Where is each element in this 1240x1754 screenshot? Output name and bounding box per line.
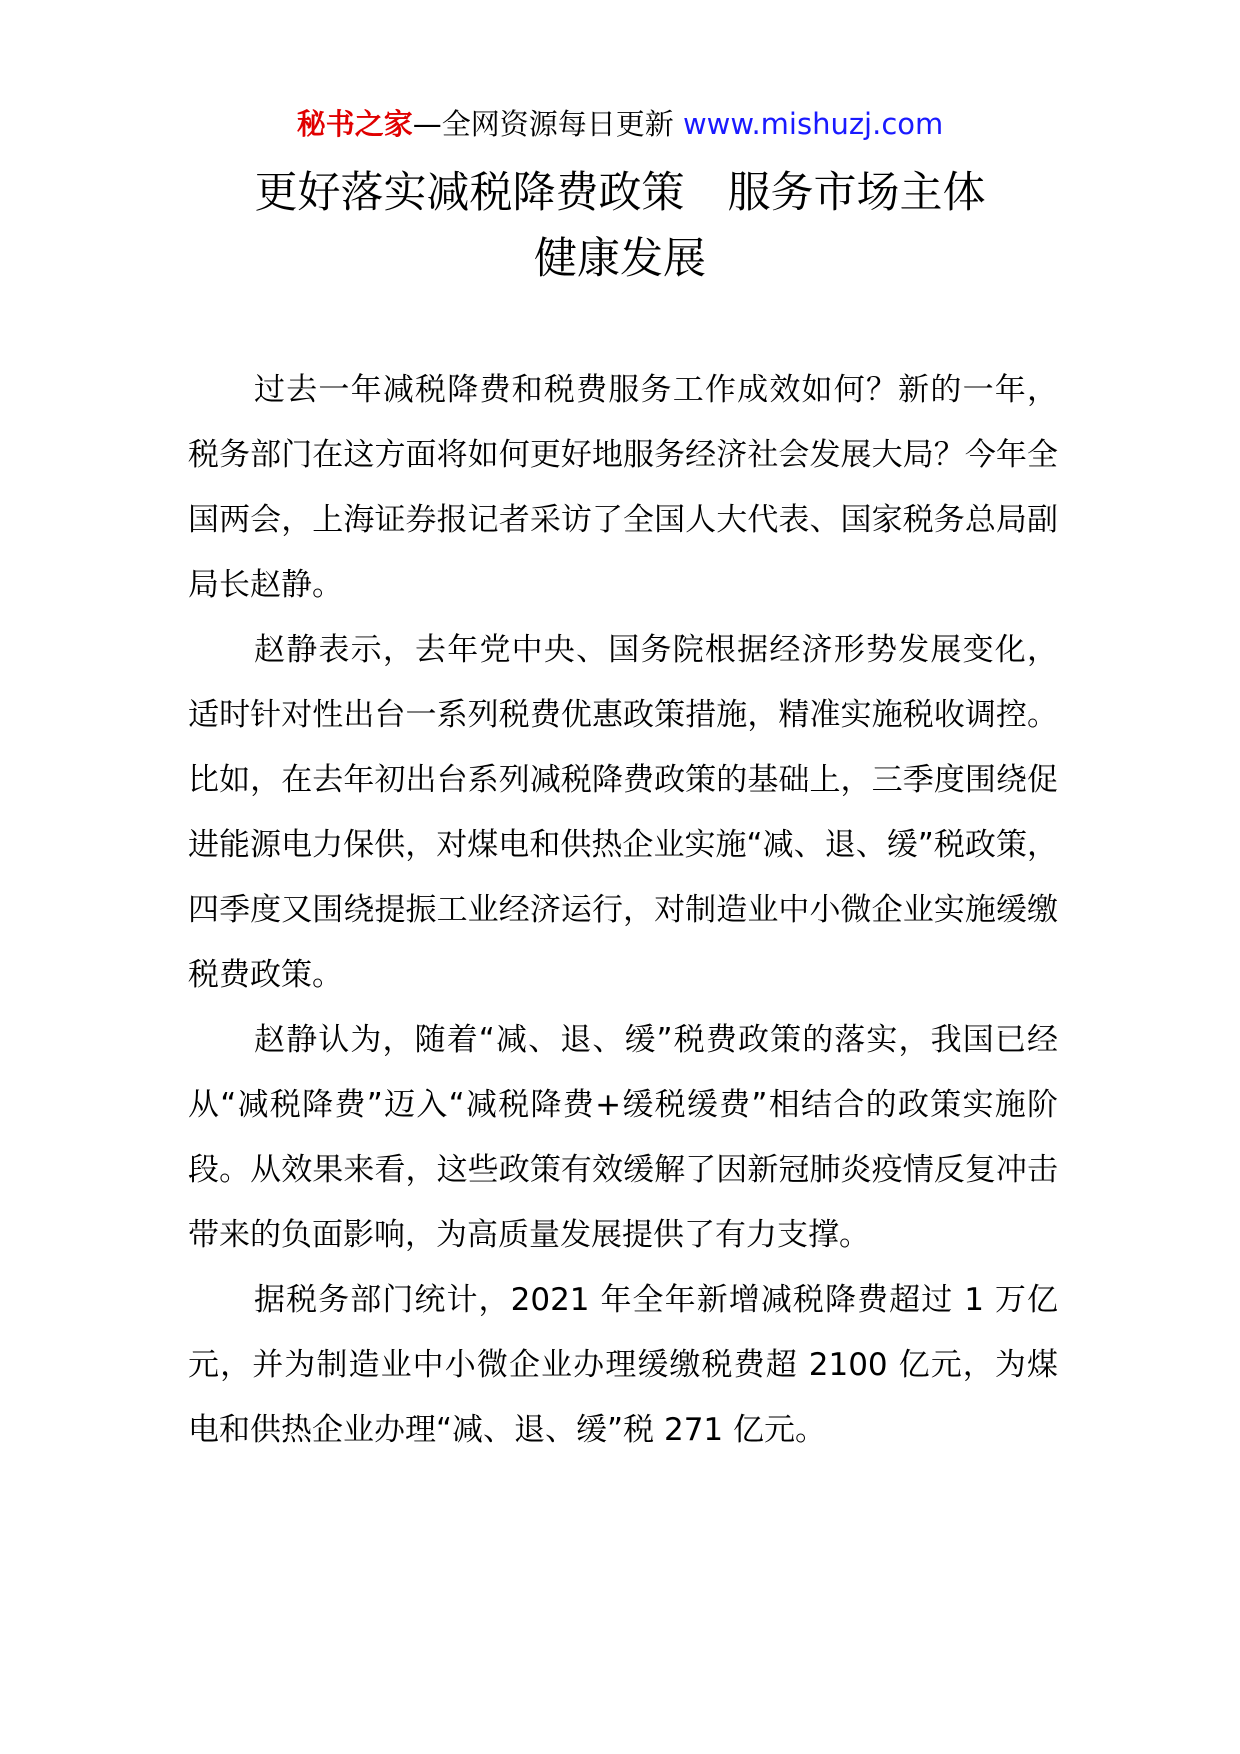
title-line-2: 健康发展 <box>534 234 706 284</box>
title-line-1: 更好落实减税降费政策 服务市场主体 <box>254 168 986 218</box>
brand-name: 秘书之家 <box>296 107 413 141</box>
site-url-link[interactable]: www.mishuzj.com <box>682 107 944 141</box>
banner-tagline: —全网资源每日更新 <box>412 107 683 141</box>
paragraph-1: 过去一年减税降费和税费服务工作成效如何？新的一年，税务部门在这方面将如何更好地服务经济社会发展大局？今年全国两会，上海证券报记者采访了全国人大代表、国家税务总局副局长赵静。 <box>188 372 1058 603</box>
document-title <box>0 160 1240 292</box>
document-body <box>188 358 1058 1463</box>
paragraph-3: 赵静认为，随着“减、退、缓”税费政策的落实，我国已经从“减税降费”迈入“减税降费+缓税缓费”相结合的政策实施阶段。从效果来看，这些政策有效缓解了因新冠肺炎疫情反复冲击带来的负面影响，为高质量发展提供了有力支撑。 <box>188 1022 1058 1253</box>
site-banner <box>0 104 1240 144</box>
paragraph-4: 据税务部门统计，2021 年全年新增减税降费超过 1 万亿元，并为制造业中小微企业办理缓缴税费超 2100 亿元，为煤电和供热企业办理“减、退、缓”税 271 亿元。 <box>188 1282 1058 1448</box>
paragraph-2: 赵静表示，去年党中央、国务院根据经济形势发展变化，适时针对性出台一系列税费优惠政策措施，精准实施税收调控。比如，在去年初出台系列减税降费政策的基础上，三季度围绕促进能源电力保供，对煤电和供热企业实施“减、退、缓”税政策，四季度又围绕提振工业经济运行，对制造业中小微企业实施缓缴税费政策。 <box>188 632 1058 993</box>
